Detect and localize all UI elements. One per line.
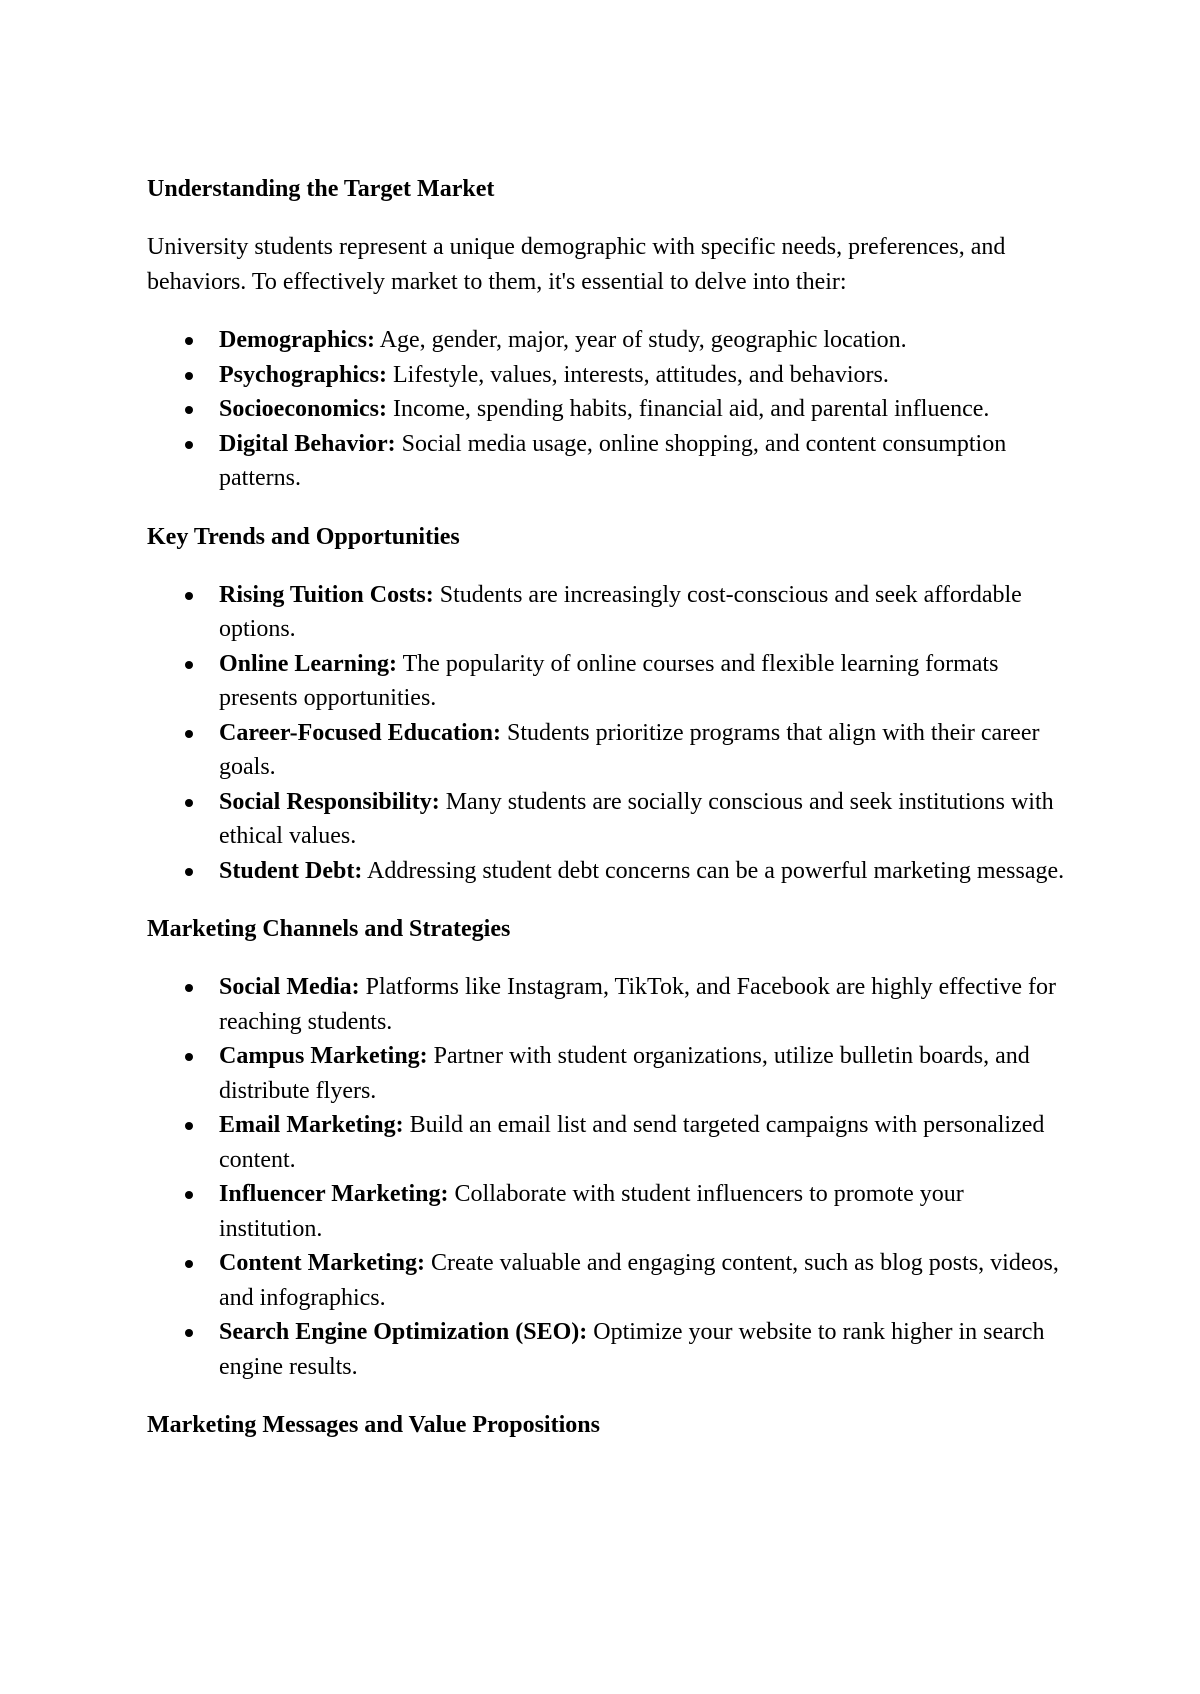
item-text: The popularity of online courses and flexible learning formats presents opportunities. (219, 650, 999, 711)
bullet-icon (185, 984, 193, 992)
item-term: Career-Focused Education: (219, 719, 501, 746)
item-text: Age, gender, major, year of study, geographic location. (374, 327, 907, 353)
item-term: Influencer Marketing: (219, 1181, 449, 1207)
bullet-icon (185, 1122, 193, 1130)
list-item (147, 1039, 1067, 1108)
item-text: Build an email list and send targeted campaigns with personalized content. (219, 1112, 1045, 1173)
list-item (147, 854, 1067, 889)
item-text: Students prioritize programs that align with their career goals. (219, 719, 1040, 780)
bullet-icon (185, 441, 193, 449)
item-term: Online Learning: (219, 650, 398, 677)
item-term: Social Responsibility: (219, 788, 440, 815)
bullet-icon (185, 406, 193, 414)
item-text: Income, spending habits, financial aid, and parental influence. (386, 396, 990, 422)
item-term: Email Marketing: (219, 1112, 404, 1138)
item-term: Psychographics: (219, 361, 387, 388)
item-term: Content Marketing: (219, 1250, 425, 1276)
item-text: Platforms like Instagram, TikTok, and Facebook are highly effective for reaching students. (219, 974, 1057, 1035)
section-heading: Key Trends and Opportunities (147, 523, 460, 550)
bullet-icon (185, 1053, 193, 1061)
item-text: Collaborate with student influencers to promote your institution. (219, 1181, 964, 1242)
item-text: Lifestyle, values, interests, attitudes, and behaviors. (387, 361, 889, 388)
bullet-icon (185, 868, 193, 876)
item-text: Create valuable and engaging content, such as blog posts, videos, and infographics. (219, 1250, 1059, 1311)
item-term: Campus Marketing: (219, 1043, 428, 1069)
bullet-list (147, 970, 1067, 1384)
bullet-icon (185, 372, 193, 380)
item-term: Search Engine Optimization (SEO): (219, 1319, 588, 1345)
bullet-list (147, 578, 1067, 889)
item-text: Addressing student debt concerns can be a powerful marketing message. (362, 857, 1065, 884)
intro-paragraph: University students represent a unique demographic with specific needs, preferences, and behaviors. To effectively market to them, it's essential to delve into their: (147, 234, 1006, 295)
document-page (147, 172, 1067, 1442)
bullet-icon (185, 799, 193, 807)
list-item (147, 1315, 1067, 1384)
list-item (147, 970, 1067, 1039)
bullet-icon (185, 730, 193, 738)
list-item (147, 785, 1067, 854)
bullet-icon (185, 592, 193, 600)
list-item (147, 323, 1067, 358)
bullet-icon (185, 661, 193, 669)
bullet-icon (185, 1260, 193, 1268)
item-text: Students are increasingly cost-conscious and seek affordable options. (219, 581, 1022, 642)
item-term: Social Media: (219, 974, 360, 1000)
item-term: Socioeconomics: (219, 396, 387, 422)
item-term: Demographics: (219, 327, 375, 353)
bullet-icon (185, 1329, 193, 1337)
section-heading: Marketing Channels and Strategies (147, 916, 511, 942)
bullet-icon (185, 1191, 193, 1199)
item-text: Many students are socially conscious and seek institutions with ethical values. (219, 788, 1054, 849)
section-key-trends (147, 520, 1067, 889)
section-marketing-channels (147, 912, 1067, 1384)
list-item (147, 647, 1067, 716)
bullet-list (147, 323, 1067, 496)
section-heading: Marketing Messages and Value Propositions (147, 1412, 600, 1438)
list-item (147, 716, 1067, 785)
item-term: Student Debt: (219, 857, 363, 884)
section-heading: Understanding the Target Market (147, 176, 495, 202)
list-item (147, 392, 1067, 427)
item-text: Optimize your website to rank higher in search engine results. (219, 1319, 1045, 1380)
list-item (147, 578, 1067, 647)
item-term: Digital Behavior: (219, 430, 396, 457)
section-marketing-messages (147, 1408, 1067, 1442)
list-item (147, 1246, 1067, 1315)
list-item (147, 1108, 1067, 1177)
list-item (147, 358, 1067, 393)
list-item (147, 427, 1067, 496)
section-target-market (147, 172, 1067, 496)
list-item (147, 1177, 1067, 1246)
item-text: Partner with student organizations, utilize bulletin boards, and distribute flyers. (219, 1043, 1030, 1104)
bullet-icon (185, 337, 193, 345)
item-text: Social media usage, online shopping, and content consumption patterns. (219, 430, 1007, 491)
item-term: Rising Tuition Costs: (219, 581, 434, 608)
